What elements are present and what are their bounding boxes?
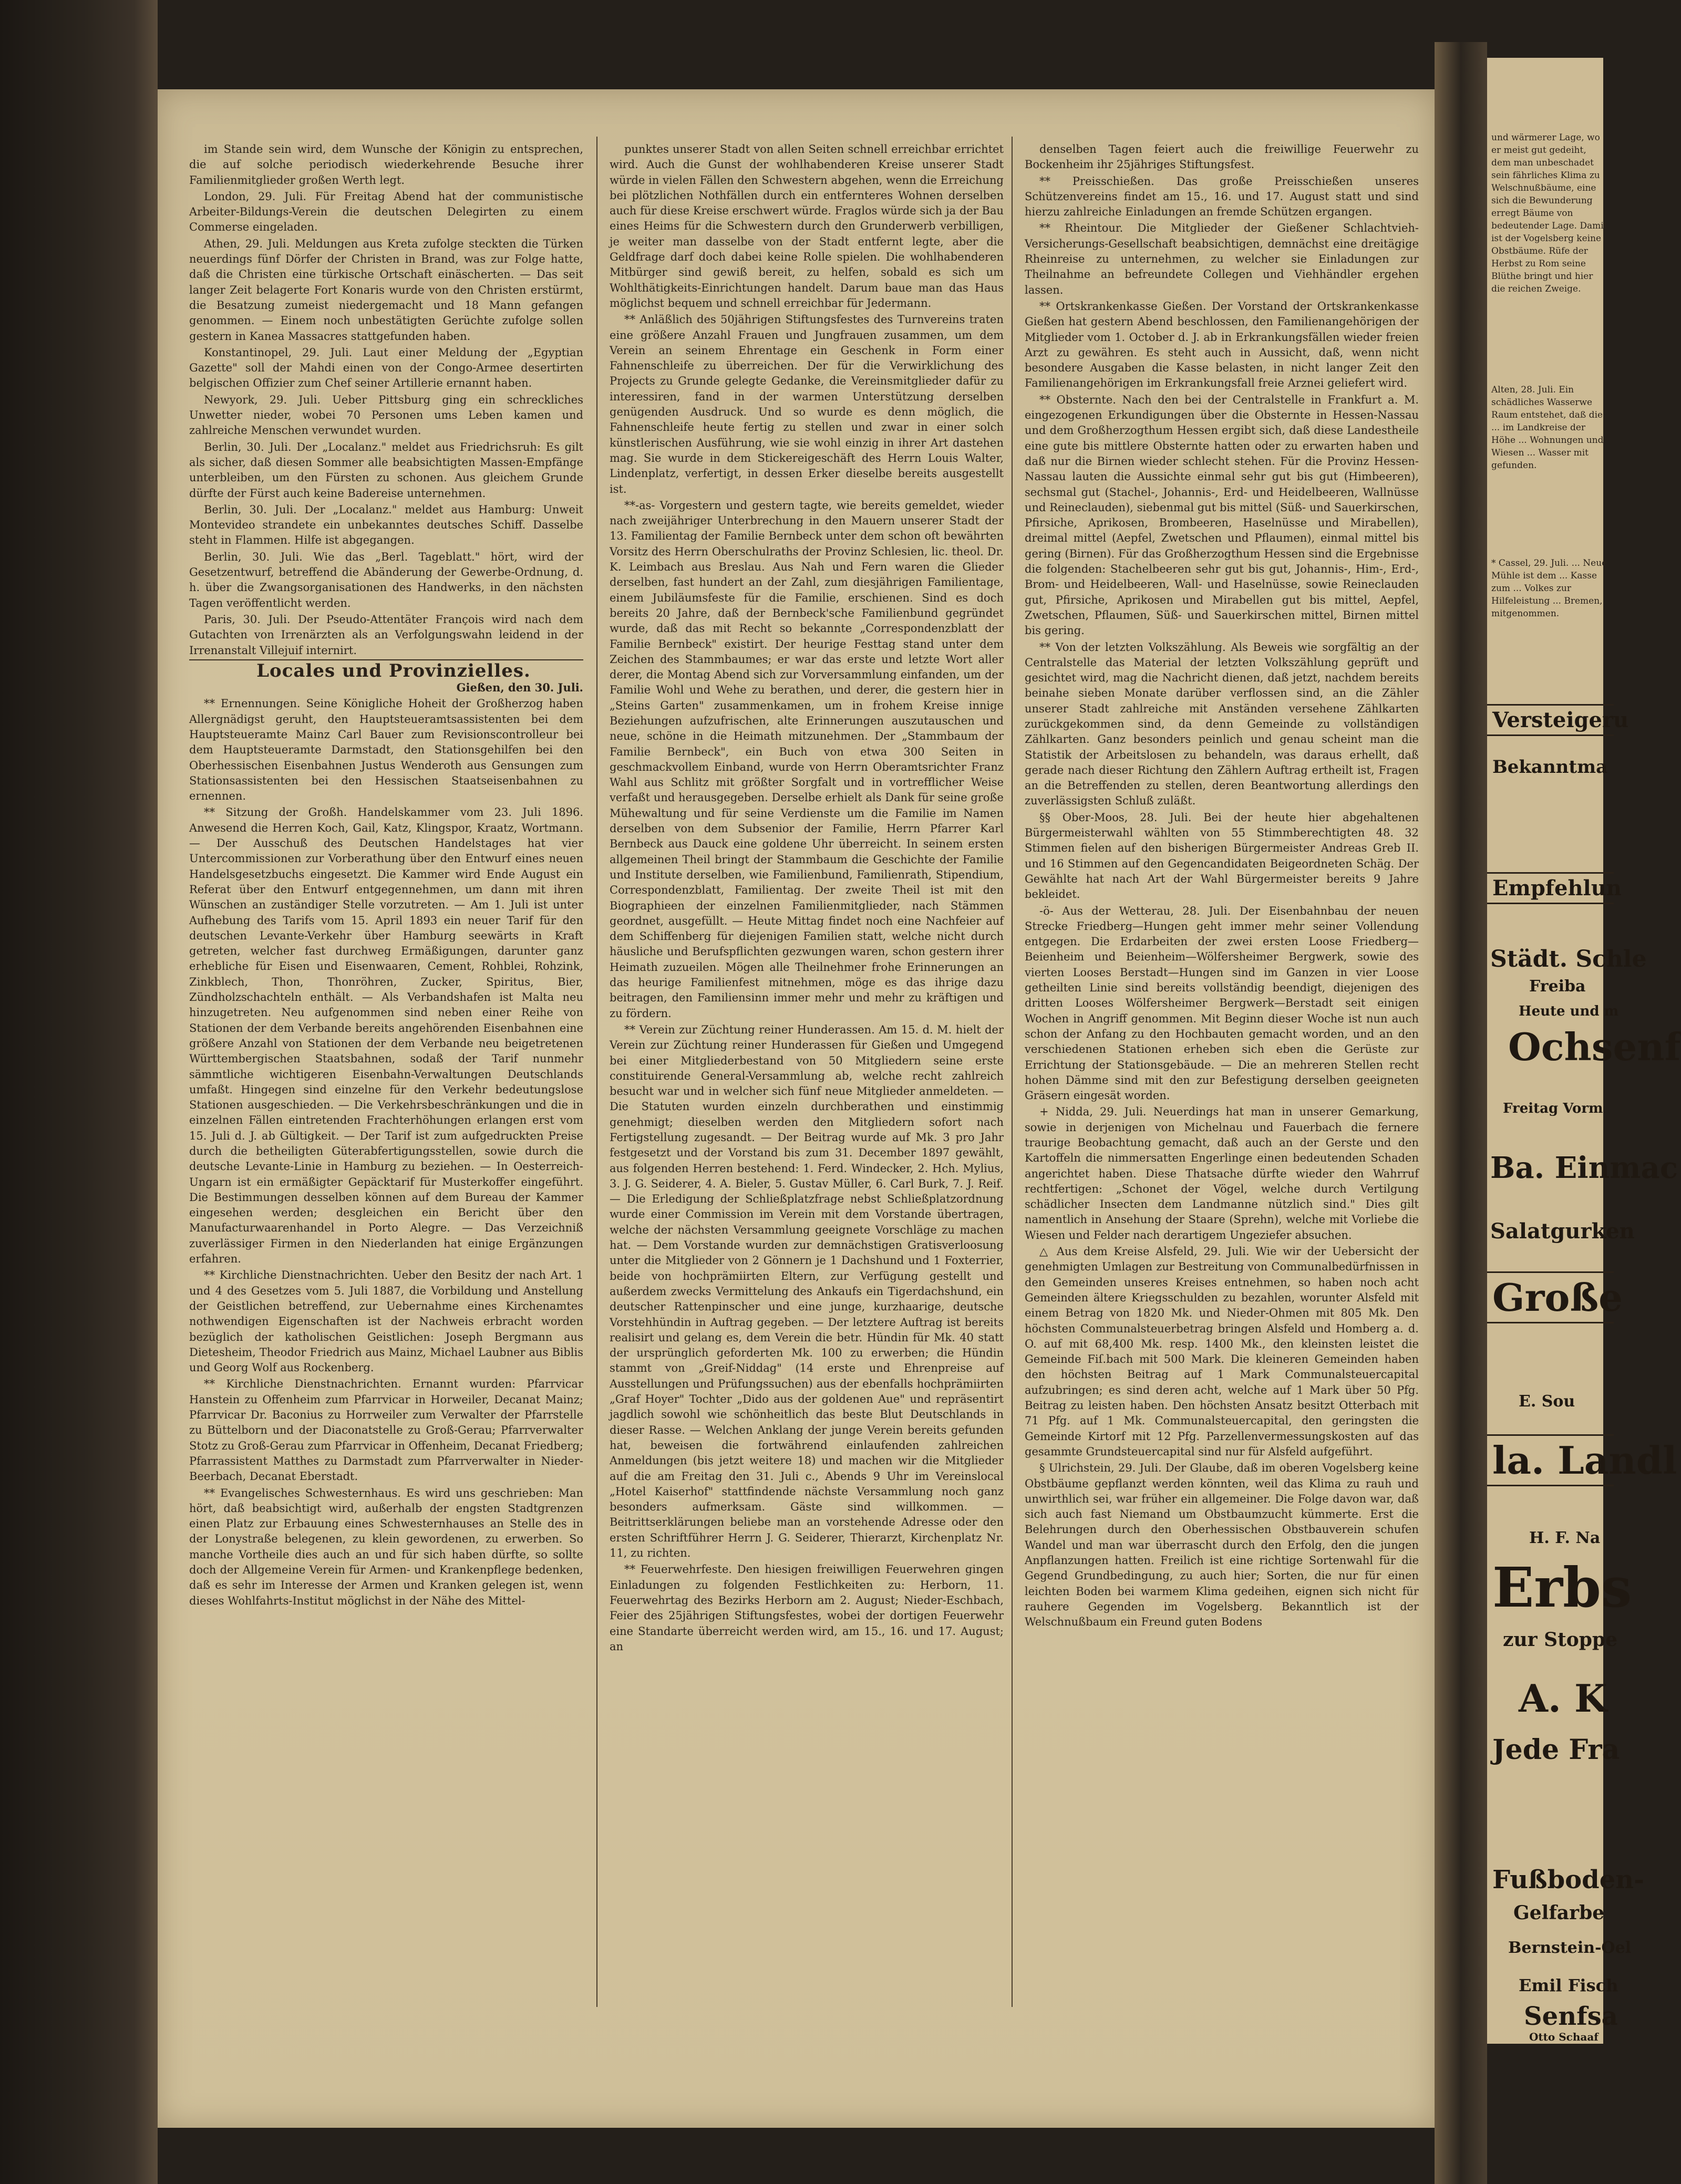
paragraph: denselben Tagen feiert auch die freiwillige Feuerwehr zu Bockenheim ihr 25jähriges Stiftungsfest. bbox=[1025, 143, 1419, 171]
paragraph: ** Verein zur Züchtung reiner Hunderassen. Am 15. d. M. hielt der Verein zur Züchtung reiner Hunderassen für Gießen und Umgegend bei einer Mitgliederbestand von 50 Mitgliedern seine erste constituirende General-Versammlung ab, welche recht zahlreich besucht war und in welcher sich fünf neue Mitglieder anmeldeten. — Die Statuten wurden einzeln durchberathen und einstimmig genehmigt; dieselben werden den Mitgliedern sofort nach Fertigstellung zugesandt. — Der Beitrag wurde auf Mk. 3 pro Jahr festgesetzt und der Vorstand bis zum 31. December 1897 gewählt, aus folgenden Herren bestehend: 1. Ferd. Windecker, 2. Hch. Mylius, 3. J. G. Seiderer, 4. A. Bieler, 5. Gustav Müller, 6. Carl Burk, 7. J. Reif. — Die Erledigung der Schließplatzfrage nebst Schließplatzordnung wurde einer Commission im Verein mit dem Vorstande übertragen, welche der nächsten Versammlung geeignete Vorschläge zu machen hat. — Dem Vorstande wurden zur demnächstigen Gratisverloosung unter die Mitglieder von 2 Gönnern je 1 Dachshund und 1 Foxterrier, beide von hochprämiirten Eltern, zur Verfügung gestellt und außerdem zwecks Vermittelung des Ankaufs ein Tigerdachshund, ein deutscher Rattenpinscher und eine junge, kurzhaarige, deutsche Vorstehhündin in Auftrag gegeben. — Der letztere Auftrag ist bereits realisirt und gelang es, dem Verein die betr. Hündin für Mk. 40 statt der ursprünglich geforderten Mk. 100 zu erwerben; die Hündin stammt von „Greif-Niddag" (14 erste und Ehrenpreise auf Ausstellungen und Prüfungssuchen) aus der ebenfalls hochprämiirten „Graf Hoyer" Tochter „Dido aus der goldenen Aue" und repräsentirt jagdlich sowohl wie schönheitlich das beste Blut Deutschlands in dieser Rasse. — Welchen Anklang der junge Verein bereits gefunden hat, beweisen die fortwährend einlaufenden zahlreichen Anmeldungen (bis jetzt weitere 18) und machen wir die Mitglieder auf die am Freitag den 31. Juli c., Abends 9 Uhr im Vereinslocal „Hotel Kaiserhof" stattfindende nächste Versammlung noch ganz besonders aufmerksam. Gäste sind willkommen. — Beitrittserklärungen beliebe man an vorstehende Adresse oder den ersten Schriftführer Herrn J. G. Seiderer, Thierarzt, Kirchenplatz Nr. 11, zu richten. bbox=[610, 1023, 1004, 1560]
ad-heading: Fußboden- bbox=[1492, 1865, 1645, 1895]
ad-heading: Salatgurken bbox=[1490, 1219, 1635, 1244]
paragraph: ** Ernennungen. Seine Königliche Hoheit der Großherzog haben Allergnädigst geruht, den Hauptsteueramtsassistenten bei dem Hauptsteueramte Mainz Carl Bauer zum Revisionscontrolleur bei dem Hauptsteueramte Darmstadt, den Stationsgehilfen bei den Oberhessischen Eisenbahnen Justus Wenderoth aus Gensungen zum Stationsassistenten bei den Hessischen Staatseisenbahnen zu ernennen. bbox=[189, 697, 583, 803]
dateline: Gießen, den 30. Juli. bbox=[456, 681, 583, 695]
paragraph: ** Sitzung der Großh. Handelskammer vom 23. Juli 1896. Anwesend die Herren Koch, Gail, Katz, Klingspor, Kraatz, Wortmann. — Der Ausschuß des Deutschen Handelstages hat vier Untercommissionen zur Vorberathung über den Entwurf eines neuen Handelsgesetzbuchs eingesetzt. Die Kammer wird Ende August ein Referat über den Entwurf entgegennehmen, um dann mit ihren Wünschen an zuständiger Stelle vorzutreten. — Am 1. Juli ist unter Aufhebung des Tarifs vom 15. April 1893 ein neuer Tarif für den deutschen Levante-Verkehr über Hamburg seewärts in Kraft getreten, welcher fast durchweg Ermäßigungen, darunter ganz erhebliche für Eisen und Eisenwaaren, Cement, Rohblei, Rohzink, Zinkblech, Thon, Thonröhren, Zucker, Spiritus, Bier, Zündholzschachteln enthält. — Als Verbandshafen ist Malta neu hinzugetreten. Neu aufgenommen sind neben einer Reihe von Stationen der dem Verbande bereits angehörenden Eisenbahnen eine größere Anzahl von Stationen der dem Verbande neu beigetretenen Württembergischen Staatsbahnen, sodaß der Tarif nunmehr sämmtliche wichtigeren Eisenbahn-Verwaltungen Deutschlands umfaßt. Hingegen sind einzelne für den Verkehr bedeutungslose Stationen ausgeschieden. — Die Verkehrsbeschränkungen und die in einzelnen Fällen eintretenden Frachterhöhungen erlangen erst vom 15. Juli d. J. ab Gültigkeit. — Der Tarif ist zum aufgedruckten Preise durch die betheiligten Güterabfertigungsstellen, sowie durch die deutsche Levante-Linie in Hamburg zu beziehen. — In Oesterreich-Ungarn ist ein ermäßigter Gepäcktarif für Musterkoffer eingeführt. Die Bestimmungen desselben können auf dem Bureau der Kammer eingesehen werden; desgleichen ein Bericht über den Manufacturwaarenhandel in Porto Alegre. — Das Verzeichniß zuverlässiger Firmen in den Niederlanden hat einige Ergänzungen erfahren. bbox=[189, 806, 583, 1266]
paragraph: ** Evangelisches Schwesternhaus. Es wird uns geschrieben: Man hört, daß beabsichtigt wird, außerhalb der engsten Stadtgrenzen einen Platz zur Erbauung eines Schwesternhauses an Stelle des in der Lonystraße belegenen, zu klein gewordenen, zu erwerben. So manche Vortheile dies auch an und für sich haben dürfte, so sollte doch der Allgemeine Verein für Armen- und Krankenpflege bedenken, daß es sehr im Interesse der Armen und Kranken gelegen ist, wenn dieses Wohlfahrts-Institut möglichst in der Nähe des Mittel- bbox=[189, 1486, 583, 1607]
page-gutter bbox=[1435, 42, 1487, 2184]
paragraph: §§ Ober-Moos, 28. Juli. Bei der heute hier abgehaltenen Bürgermeisterwahl wählten von 55 Stimmberechtigten 48. 32 Stimmen fielen auf den bisherigen Bürgermeister Andreas Greb II. und 16 Stimmen auf den Gegencandidaten Beigeordneten Schäg. Der Gewählte hat nach Art der Wahl Bürgermeister bereits 9 Jahre bekleidet. bbox=[1025, 811, 1419, 901]
ad-heading: Gelfarbe bbox=[1513, 1902, 1605, 1924]
paragraph: ** Von der letzten Volkszählung. Als Beweis wie sorgfältig an der Centralstelle das Material der letzten Volkszählung geprüft und gesichtet wird, mag die Nachricht dienen, daß jetzt, nachdem bereits beinahe sieben Monate darüber verflossen sind, an die Zähler unserer Stadt zahlreiche mit Anständen versehene Zählkarten zurückgekommen sind, da denn Gemeinde zu vollständigen Zählkarten. Ganz besonders peinlich und genau scheint man die Statistik der Arbeitslosen zu behandeln, was daraus erhellt, daß gerade nach dieser Richtung den Zählern Auftrag ertheilt ist, Fragen an die Betreffenden zu stellen, deren Beantwortung allerdings den zuverlässigsten Schluß zuläßt. bbox=[1025, 640, 1419, 808]
ad-heading: E. Sou bbox=[1519, 1392, 1575, 1411]
paragraph: * Cassel, 29. Juli. ... Neue Mühle ist dem ... Kasse zum ... Volkes zur Hilfeleistung ... Bremen, mitgenommen. bbox=[1491, 558, 1607, 619]
paragraph: **-as- Vorgestern und gestern tagte, wie bereits gemeldet, wieder nach zweijähriger Unterbrechung in den Mauern unserer Stadt der 13. Familientag der Familie Bernbeck unter dem schon oft bewährten Vorsitz des Herrn Oberschulraths der Provinz Schlesien, lic. theol. Dr. K. Leimbach aus Breslau. Aus Nah und Fern waren die Glieder derselben, fast hundert an der Zahl, zum diesjährigen Familientage, einem Jubiläumsfeste für die Familie, erschienen. Sind es doch bereits 20 Jahre, daß der Bernbeck'sche Familienbund gegründet wurde, daß das mit Recht so bekannte „Correspondenzblatt der Familie Bernbeck" existirt. Der heurige Festtag stand unter dem Zeichen des Stammbaumes; er war das erste und letzte Wort aller derer, die Montag Abend sich zur Vorversammlung einfanden, um der Familie Wohl und Wehe zu berathen, und derer, die gestern hier in „Steins Garten" zusammenkamen, um in frohem Kreise innige Beziehungen aufzufrischen, alte Erinnerungen auszutauschen und neue, schöne in die Heimath mitzunehmen. Der „Stammbaum der Familie Bernbeck", ein Buch von etwa 300 Seiten in geschmackvollem Einband, wurde von Herrn Oberamtsrichter Franz Wahl aus Schlitz mit größter Sorgfalt und in vortrefflicher Weise verfaßt und herausgegeben. Derselbe erhielt als Dank für seine große Mühewaltung und für seine Verdienste um die Familie im Namen derselben von dem Subsenior der Familie, Herrn Pfarrer Karl Bernbeck aus Dauck eine goldene Uhr überreicht. In seinem ersten allgemeinen Theil bringt der Stammbaum die Geschichte der Familie und Institute derselben, wie Familienbund, Familienrath, Stipendium, Correspondenzblatt, Familientag. Der zweite Theil ist mit den Biographieen der einzelnen Familienmitglieder, nach Stämmen geordnet, ausgefüllt. — Heute Mittag findet noch eine Nachfeier auf dem Schiffenberg für diejenigen Familien statt, welche nicht durch häusliche und Berufspflichten gezwungen waren, schon gestern ihrer Heimath zuzueilen. Mögen alle Theilnehmer frohe Erinnerungen an das heurige Familienfest mitnehmen, möge es das ihrige dazu beitragen, den Familiensinn immer mehr und mehr zu kräftigen und zu fördern. bbox=[610, 499, 1004, 1020]
paragraph: Berlin, 30. Juli. Der „Localanz." meldet aus Friedrichsruh: Es gilt als sicher, daß diesen Sommer alle beabsichtigten Massen-Empfänge unterbleiben, um den Fürsten zu schonen. Aus gleichem Grunde dürfte der Fürst auch keine Badereise unternehmen. bbox=[189, 440, 583, 500]
paragraph: ** Feuerwehrfeste. Den hiesigen freiwilligen Feuerwehren gingen Einladungen zu folgenden Festlichkeiten zu: Herborn, 11. Feuerwehrtag des Bezirks Herborn am 2. August; Nieder-Eschbach, Feier des 25jährigen Stiftungsfestes, wobei der dortigen Feuerwehr eine Standarte überreicht werden wird, am 15., 16. und 17. August; an bbox=[610, 1563, 1004, 1653]
ad-heading: la. Landl bbox=[1487, 1434, 1614, 1486]
ad-heading: Ochsenf bbox=[1508, 1024, 1681, 1069]
newspaper-page bbox=[158, 89, 1435, 2128]
paragraph: Konstantinopel, 29. Juli. Laut einer Meldung der „Egyptian Gazette" soll der Mahdi einen von der Congo-Armee desertirten belgischen Offizier zum Chef seiner Artillerie ernannt haben. bbox=[189, 346, 583, 390]
paragraph: ** Kirchliche Dienstnachrichten. Ernannt wurden: Pfarrvicar Hanstein zu Offenheim zum Pfarrvicar in Horweiler, Decanat Mainz; Pfarrvicar Dr. Baconius zu Horrweiler zum Verwalter der Pfarrstelle zu Büttelborn und der Diaconatstelle zu Groß-Gerau; Pfarrverwalter Stotz zu Groß-Gerau zum Pfarrvicar in Offenheim, Decanat Friedberg; Pfarrassistent Matthes zu Darmstadt zum Pfarrverwalter in Nieder-Beerbach, Decanat Eberstadt. bbox=[189, 1378, 583, 1483]
ad-heading: Empfehlun bbox=[1487, 872, 1614, 904]
ad-heading: Bernstein-Oel bbox=[1508, 1939, 1632, 1957]
column-1 bbox=[189, 142, 583, 1610]
ad-heading: Freiba bbox=[1529, 977, 1586, 996]
adjacent-page bbox=[1487, 58, 1681, 2044]
ad-heading: Emil Fisch bbox=[1519, 1975, 1618, 1995]
paragraph: punktes unserer Stadt von allen Seiten schnell erreichbar errichtet wird. Auch die Gunst der wohlhabenderen Kreise unserer Stadt würde in vielen Fällen den Schwestern abgehen, wenn die Erreichung bei plötzlichen Nothfällen durch ein entfernteres Wohnen derselben auch für diese Kreise erschwert würde. Fraglos würde sich ja der Bau eines Heims für die Schwestern durch den Grunderwerb verbilligen, je weiter man dasselbe von der Stadt entfernt legte, aber die Geldfrage darf doch dabei keine Rolle spielen. Die wohlhabenderen Mitbürger sind gewiß bereit, zu helfen, sobald es sich um Wohlthätigkeits-Einrichtungen handelt. Darum baue man das Haus möglichst bequem und schnell erreichbar für Jedermann. bbox=[610, 143, 1004, 309]
paragraph: ** Anläßlich des 50jährigen Stiftungsfestes des Turnvereins traten eine größere Anzahl Frauen und Jungfrauen zusammen, um dem Verein an seinem Ehrentage ein Geschenk in Form einer Fahnenschleife zu überreichen. Der für die Verwirklichung des Projects zu Grunde gelegte Gedanke, die Vereinsmitglieder dafür zu interessiren, fand in der warmen Unterstützung derselben genügenden Ausdruck. Und so wurde es denn möglich, die Fahnenschleife heute fertig zu stellen und zwar in einer solch künstlerischen Ausführung, wie sie wohl einzig in ihrer Art dastehen mag. Sie wurde in dem Stickereigeschäft des Herrn Louis Walter, Lindenplatz, verfertigt, in dessen Erker dieselbe bereits ausgestellt ist. bbox=[610, 313, 1004, 495]
paragraph: ** Preisschießen. Das große Preisschießen unseres Schützenvereins findet am 15., 16. und 17. August statt und sind hierzu zahlreiche Einladungen an fremde Schützen ergangen. bbox=[1025, 174, 1419, 219]
ad-heading: Große bbox=[1487, 1271, 1614, 1323]
paragraph: △ Aus dem Kreise Alsfeld, 29. Juli. Wie wir der Uebersicht der genehmigten Umlagen zur Bestreitung von Communalbedürfnissen in den Gemeinden unseres Kreises entnehmen, so haben noch acht Gemeinden ältere Kriegsschulden zu bezahlen, worunter Alsfeld mit einem Betrag von 1820 Mk. und Nieder-Ohmen mit 805 Mk. Den höchsten Communalsteuerbetrag bringen Alsfeld und Homberg a. d. O. auf mit 68,400 Mk. resp. 1400 Mk., den kleinsten leistet die Gemeinde Fiſ.bach mit 500 Mark. Die kleineren Gemeinden haben den höchsten Beitrag auf 1 Mark Communalsteuercapital aufzubringen; es sind deren acht, welche auf 1 Mark über 50 Pfg. Beitrag zu leisten haben. Den höchsten Ansatz besitzt Otterbach mit 71 Pfg. auf 1 Mk. Communalsteuercapital, den geringsten die Gemeinde Kirtorf mit 12 Pfg. Parzellenvermessungskosten auf das gesammte Grundsteuercapital sind nur für Alsfeld aufgeführt. bbox=[1025, 1245, 1419, 1458]
ad-heading: Heute und m bbox=[1519, 1003, 1619, 1019]
section-title: Locales und Provinzielles. bbox=[189, 659, 583, 679]
paragraph: London, 29. Juli. Für Freitag Abend hat der communistische Arbeiter-Bildungs-Verein die deutschen Delegirten zu einem Commerse eingeladen. bbox=[189, 190, 583, 234]
paragraph: ** Ortskrankenkasse Gießen. Der Vorstand der Ortskrankenkasse Gießen hat gestern Abend beschlossen, den Familienangehörigen der Mitglieder vom 1. October d. J. ab in Erkrankungsfällen wieder freien Arzt zu gewähren. Es steht auch in Aussicht, daß, wenn nicht besondere Ausgaben die Kasse belasten, in nicht langer Zeit den Familienangehörigen im Erkrankungsfall freie Arznei geliefert wird. bbox=[1025, 299, 1419, 390]
paragraph: Alten, 28. Juli. Ein schädliches Wasserwe Raum entstehet, daß die ... im Landkreise der Höhe ... Wohnungen und Wiesen ... Wasser mit gefunden. bbox=[1491, 385, 1604, 471]
column-3 bbox=[1025, 142, 1419, 1631]
paragraph: Paris, 30. Juli. Der Pseudo-Attentäter François wird nach dem Gutachten von Irrenärzten als an Verfolgungswahn leidend in der Irrenanstalt Villejuif internirt. bbox=[189, 613, 583, 657]
ad-heading: Jede Fra bbox=[1492, 1734, 1620, 1766]
ad-heading: H. F. Na bbox=[1529, 1529, 1601, 1547]
paragraph: § Ulrichstein, 29. Juli. Der Glaube, daß im oberen Vogelsberg keine Obstbäume gepflanzt werden könnten, weil das Klima zu rauh und unwirthlich sei, war früher ein allgemeiner. Die Folge davon war, daß sich auch fast Niemand um Obstbaumzucht kümmerte. Erst die Belehrungen durch den Oberhessischen Obstbauverein schufen Wandel und man war überrascht durch den Erfolg, den die jungen Anpflanzungen hatten. Freilich ist eine richtige Sortenwahl für die Gegend Grundbedingung, zu auch hier; Sorten, die nur für einen leichten Boden bei warmem Klima gedeihen, eignen sich nicht für rauhere Gegenden im Vogelsberg. Bekanntlich ist der Welschnußbaum ein Freund guten Bodens bbox=[1025, 1462, 1419, 1629]
paragraph: im Stande sein wird, dem Wunsche der Königin zu entsprechen, die auf solche periodisch wiederkehrende Besuche ihrer Familienmitglieder großen Werth legt. bbox=[189, 143, 583, 187]
paragraph: ** Rheintour. Die Mitglieder der Gießener Schlachtvieh-Versicherungs-Gesellschaft beabsichtigen, demnächst eine dreitägige Rheinreise zu unternehmen, zu welcher sie Einladungen zur Theilnahme an befreundete Collegen und Viehhändler ergehen lassen. bbox=[1025, 222, 1419, 296]
ad-heading: Bekanntma bbox=[1492, 757, 1608, 778]
column-rule bbox=[596, 137, 597, 2007]
book-binding bbox=[0, 0, 158, 2184]
paragraph: Berlin, 30. Juli. Wie das „Berl. Tageblatt." hört, wird der Gesetzentwurf, betreffend die Abänderung der Gewerbe-Ordnung, d. h. über die Zwangsorganisationen des Handwerks, in den nächsten Tagen veröffentlicht werden. bbox=[189, 550, 583, 609]
paragraph: und wärmerer Lage, wo er meist gut gedeiht, dem man unbeschadet sein fährliches Klima zu Welschnußbäume, eine sich die Bewunderung erregt Bäume von bedeutender Lage. Damit ist der Vogelsberg keine Obstbäume. Rüfe der Herbst zu Rom seine Blüthe bringt und hier die reichen Zweige. bbox=[1491, 132, 1607, 294]
paragraph: ** Kirchliche Dienstnachrichten. Ueber den Besitz der nach Art. 1 und 4 des Gesetzes vom 5. Juli 1887, die Vorbildung und Anstellung der Geistlichen betreffend, zur Uebernahme eines Kirchenamtes nothwendigen Eigenschaften ist der Nachweis erbracht worden bezüglich der katholischen Geistlichen: Joseph Bergmann aus Dietesheim, Theodor Friedrich aus Mainz, Michael Laubner aus Biblis und Georg Wolf aus Rockenberg. bbox=[189, 1269, 583, 1374]
ad-heading: Senfsa bbox=[1524, 2002, 1618, 2031]
ad-heading: Freitag Vorm bbox=[1503, 1101, 1603, 1116]
column-rule bbox=[1012, 137, 1013, 2007]
paragraph: Athen, 29. Juli. Meldungen aus Kreta zufolge steckten die Türken neuerdings fünf Dörfer der Christen in Brand, was zur Folge hatte, daß die Christen eine türkische Ortschaft einäscherten. — Das seit langer Zeit belagerte Fort Konaris wurde von den Christen erstürmt, die Besatzung zumeist niedergemacht und 18 Mann gefangen genommen. — Einem noch unbestätigten Gerüchte zufolge sollen gestern in Kanea Massacres stattgefunden haben. bbox=[189, 237, 583, 343]
paragraph: Berlin, 30. Juli. Der „Localanz." meldet aus Hamburg: Unweit Montevideo strandete ein unbekanntes deutsches Schiff. Dasselbe steht in Flammen. Hilfe ist abgegangen. bbox=[189, 503, 583, 547]
ad-heading: zur Stoppe bbox=[1503, 1629, 1618, 1651]
paragraph: -ö- Aus der Wetterau, 28. Juli. Der Eisenbahnbau der neuen Strecke Friedberg—Hungen geht immer mehr seiner Vollendung entgegen. Die Erdarbeiten der zwei ersten Loose Friedberg—Beienheim und Beienheim—Wölfersheimer Bergwerk, sowie des vierten Looses Berstadt—Hungen sind im Ganzen in vier Loose getheilten Linie sind bereits vollständig beendigt, diejenigen des dritten Looses Wölfersheimer Bergwerk—Berstadt seit einigen Wochen in Angriff genommen. Mit Beginn dieser Woche ist nun auch schon der Anfang zu den Hochbauten gemacht worden, und an den verschiedenen Stationen erheben sich eben die Gerüste zur Errichtung der Stationsgebäude. — Die an mehreren Stellen recht hohen Dämme sind mit den zur Befestigung derselben geeigneten Gräsern eingesät worden. bbox=[1025, 904, 1419, 1102]
ad-heading: Ba. Einmac bbox=[1490, 1151, 1678, 1185]
ad-heading: Versteigeru bbox=[1487, 704, 1614, 736]
ad-heading: A. K bbox=[1519, 1676, 1607, 1721]
column-2 bbox=[610, 142, 1004, 1655]
paragraph: Newyork, 29. Juli. Ueber Pittsburg ging ein schreckliches Unwetter nieder, wobei 70 Personen ums Leben kamen und zahlreiche Menschen verwundet wurden. bbox=[189, 393, 583, 437]
ad-heading: Otto Schaaf bbox=[1529, 2031, 1599, 2043]
paragraph: + Nidda, 29. Juli. Neuerdings hat man in unserer Gemarkung, sowie in derjenigen von Michelnau und Fauerbach die fernere traurige Beobachtung gemacht, daß auch an der Gerste und den Kartoffeln die nimmersatten Engerlinge einen bedeutenden Schaden angerichtet haben. Diese Thatsache dürfte wieder den Wahrruf rechtfertigen: „Schonet der Vögel, welche durch Vertilgung schädlicher Insecten dem Landmanne nützlich sind." Dies gilt namentlich in Ansehung der Staare (Sprehn), welche mit Vorliebe die Wiesen und Felder nach derartigem Ungeziefer absuchen. bbox=[1025, 1105, 1419, 1241]
paragraph: ** Obsternte. Nach den bei der Centralstelle in Frankfurt a. M. eingezogenen Erkundigungen über die Obsternte in Hessen-Nassau und dem Großherzogthum Hessen ergibt sich, daß diese Landestheile eine gute bis mittlere Obsternte hatten oder zu erwarten haben und daß nur die Birnen wieder schlecht stehen. Für die Provinz Hessen-Nassau lauten die Aussichte einmal sehr gut bis gut (Himbeeren), sechsmal gut (Stachel-, Johannis-, Erd- und Heidelbeeren, Wallnüsse und Reineclauden), siebenmal gut bis mittel (Süß- und Sauerkirschen, Pfirsiche, Aprikosen, Brombeeren, Haselnüsse und Mirabellen), dreimal mittel (Aepfel, Zwetschen und Pflaumen), einmal mittel bis gering (Birnen). Für das Großherzogthum Hessen sind die Ergebnisse die folgenden: Stachelbeeren sehr gut bis gut, Johannis-, Him-, Erd-, Brom- und Heidelbeeren, Wall- und Haselnüsse, sowie Reineclauden gut, Pfirsiche, Aprikosen und Mirabellen gut bis mittel, Aepfel, Zwetschen, Pflaumen, Süß- und Sauerkirschen mittel, Birnen mittel bis gering. bbox=[1025, 393, 1419, 637]
ad-heading: Erbs bbox=[1492, 1555, 1632, 1620]
ad-heading: Städt. Schle bbox=[1490, 946, 1647, 972]
